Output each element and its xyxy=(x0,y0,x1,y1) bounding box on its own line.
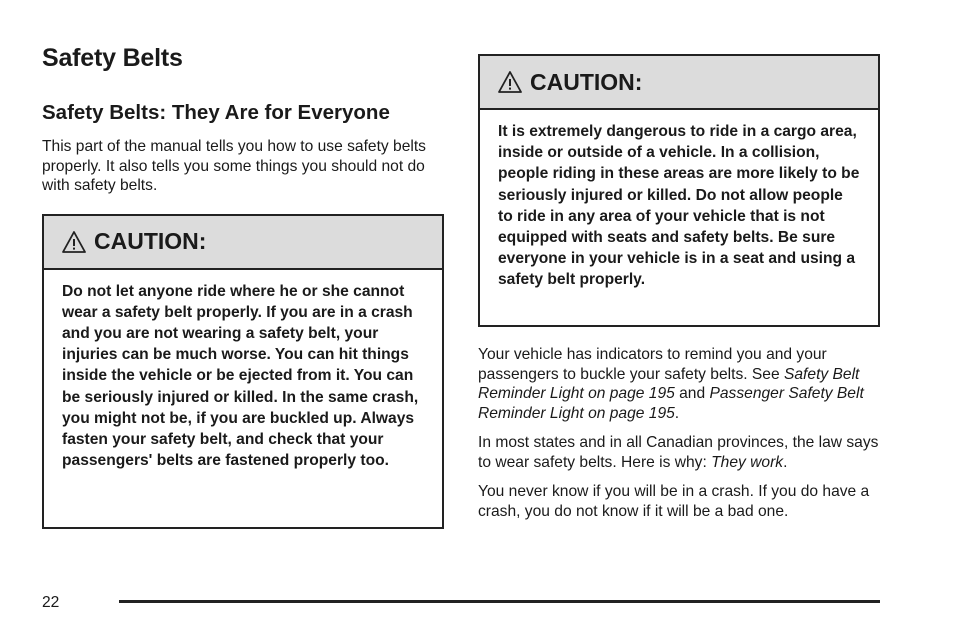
reminder-end: . xyxy=(674,404,680,422)
reference-link[interactable]: Safety Belt Reminder Light on page 195 xyxy=(478,365,860,402)
reminder-lead: Your vehicle has indicators to remind you and your passengers to buckle your safety belts. See xyxy=(478,346,827,383)
emphasis-text: They work xyxy=(711,453,784,471)
caution-label: CAUTION: xyxy=(530,68,643,95)
footer-rule xyxy=(119,600,880,603)
page-number: 22 xyxy=(42,594,60,611)
law-lead: In most states and in all Canadian provinces, the law says to wear safety belts. Here is why: xyxy=(478,434,879,471)
left-column xyxy=(42,44,444,529)
page-title: Safety Belts xyxy=(42,44,183,72)
reference-link[interactable]: Passenger Safety Belt Reminder Light on page 195 xyxy=(478,385,864,422)
caution-text: Do not let anyone ride where he or she cannot wear a safety belt properly. If you are in a crash and you are not wearing a safety belt, your injuries can be much worse. You can hit things inside the vehicle or be ejected from it. You can be seriously injured or killed. In the same crash, you might not be, if you are buckled up. Always fasten your safety belt, and check that your passengers' belts are fastened properly too. xyxy=(62,282,419,470)
caution-text: It is extremely dangerous to ride in a cargo area, inside or outside of a vehicle. In a collision, people riding in these areas are more likely to be seriously injured or killed. Do not allow people to ride in any area of your vehicle that is not equipped with seats and safety belts. Be sure everyone in your vehicle is in a seat and using a safety belt properly. xyxy=(498,123,860,289)
intro-paragraph: This part of the manual tells you how to use safety belts properly. It also tells you some things you should not do with safety belts. xyxy=(42,138,426,194)
law-end: . xyxy=(783,453,788,471)
caution-header xyxy=(44,216,442,270)
right-column xyxy=(478,54,880,521)
warning-triangle-icon xyxy=(62,230,86,254)
law-paragraph xyxy=(478,433,880,472)
reminder-mid: and xyxy=(674,385,710,402)
crash-paragraph: You never know if you will be in a crash. If you do have a crash, you do not know if it will be a bad one. xyxy=(478,483,870,520)
warning-triangle-icon xyxy=(498,70,522,94)
right-body-text xyxy=(478,345,880,521)
reminder-paragraph xyxy=(478,345,880,423)
caution-label: CAUTION: xyxy=(94,228,207,254)
caution-box-passengers xyxy=(42,214,444,529)
section-heading: Safety Belts: They Are for Everyone xyxy=(42,101,390,124)
caution-header xyxy=(480,56,878,110)
caution-box-cargo-area xyxy=(478,54,880,327)
